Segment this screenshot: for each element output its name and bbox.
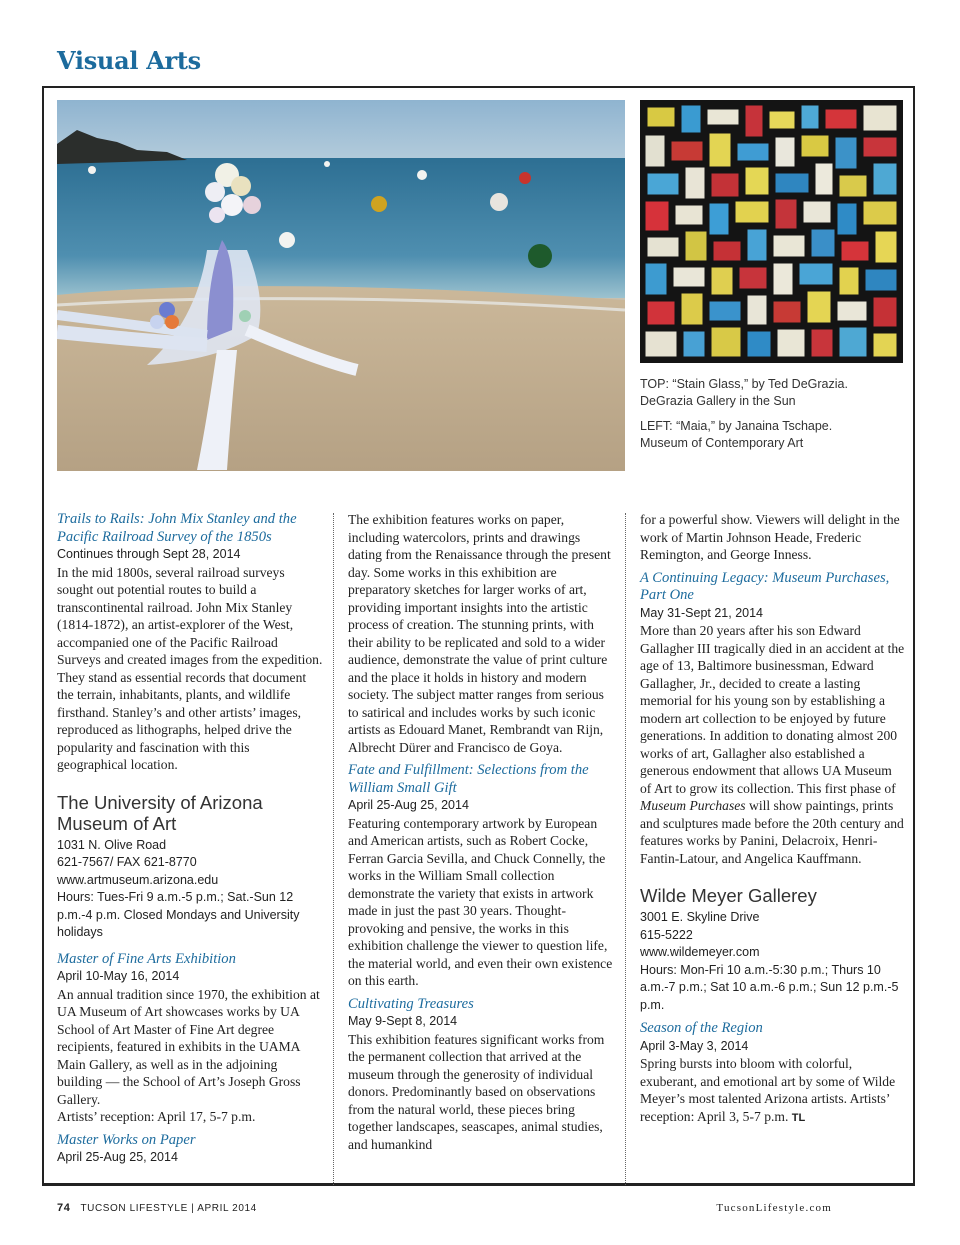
footer-website: TucsonLifestyle.com [716, 1202, 832, 1214]
event-date: April 25-Aug 25, 2014 [57, 1150, 178, 1164]
description-text: Spring bursts into bloom with colorful, exuberant, and emotional art by some of Wilde Meyer’s most talented Arizona artists. Artists’ reception: April 3, 5-7 p.m. [640, 1056, 896, 1124]
issue-date: APRIL 2014 [197, 1203, 257, 1214]
footer-divider: | [191, 1203, 195, 1214]
venue-phone: 621-7567/ FAX 621-8770 [57, 855, 197, 869]
column-3 [640, 511, 906, 1127]
event-description: This exhibition features significant works from the permanent collection that arrived at the museum through the generosity of individual donors. Predominantly based on observations from the natural world, these pieces bring together landscapes, seascapes, animal studies, and humankind [348, 1031, 605, 1152]
caption-left-line1: LEFT: “Maia,” by Janaina Tschape. [640, 419, 833, 433]
venue-website: www.artmuseum.arizona.edu [57, 872, 219, 887]
column-divider-2 [625, 513, 626, 1185]
caption-top [640, 376, 910, 410]
event-date: April 3-May 3, 2014 [640, 1038, 749, 1053]
section-title: Visual Arts [57, 46, 201, 75]
event-description [640, 622, 906, 867]
maia-photo [57, 100, 625, 471]
caption-top-line2: DeGrazia Gallery in the Sun [640, 394, 796, 408]
description-emphasis: Museum Purchases [640, 798, 746, 813]
event-description [640, 1055, 906, 1127]
page-number: 74 [57, 1202, 71, 1214]
event-date: April 10-May 16, 2014 [57, 969, 180, 983]
event-date: April 25-Aug 25, 2014 [348, 798, 469, 812]
event-description: Featuring contemporary artwork by European and American artists, such as Robert Cocke, Ferran Garcia Sevilla, and Chuck Connelly, the works in the William Small collection demonstrate the variety that exists in artwork made in just the past 30 years. Thought-provoking and pensive, the works in this exhibition challenge the viewer to question life, the material world, and even their own existence on this earth. [348, 815, 613, 988]
venue-name-ua-museum: The University of Arizona Museum of Art [57, 791, 263, 834]
event-title-season-of-region: Season of the Region [640, 1020, 763, 1036]
event-title-trails-to-rails: Trails to Rails: John Mix Stanley and the Pacific Railroad Survey of the 1850s [57, 511, 297, 545]
event-title-cultivating-treasures: Cultivating Treasures [348, 995, 474, 1012]
event-title-mfa-exhibition: Master of Fine Arts Exhibition [57, 950, 236, 967]
stained-glass-image [640, 100, 903, 363]
description-part-a: More than 20 years after his son Edward Gallagher III tragically died in an accident at the age of 13, Baltimore businessman, Edward Gallagher, Jr., decided to create a lasting memorial for his young son by establishing a modern art collection to be enjoyed by future generations. In addition to donating almost 200 works of art, Gallagher also established a generous endowment that allows UA Museum of Art to grow its collection. This first phase of [640, 623, 905, 796]
venue-hours: Hours: Tues-Fri 9 a.m.-5 p.m.; Sat.-Sun 12 p.m.-4 p.m. Closed Mondays and University holidays [57, 890, 300, 939]
venue-address: 3001 E. Skyline Drive [640, 910, 760, 924]
caption-left-line2: Museum of Contemporary Art [640, 436, 804, 450]
event-description: In the mid 1800s, several railroad surveys sought out potential routes to build a transcontinental railroad. John Mix Stanley (1814-1872), an artist-explorer of the West, accompanied one of the Pacific Railroad Surveys and created images from the expedition. They stand as essential records that document the terrain, inhabitants, plants, and wildlife firsthand. Stanley’s and other artists’ images, reproduced as lithographs, helped drive the popularity and fascination with this geographical location. [57, 564, 323, 772]
event-description-continued: for a powerful show. Viewers will delight in the work of Martin Johnson Heade, Frederic Remington, and George Inness. [640, 512, 900, 562]
stain-glass-photo [640, 100, 903, 363]
venue-phone: 615-5222 [640, 927, 693, 942]
event-title-master-works: Master Works on Paper [57, 1131, 196, 1148]
event-title-fate-and-fulfillment: Fate and Fulfillment: Selections from the William Small Gift [348, 762, 589, 796]
column-divider-1 [333, 513, 334, 1185]
event-date: May 31-Sept 21, 2014 [640, 605, 763, 620]
event-date: May 9-Sept 8, 2014 [348, 1014, 458, 1028]
description-part-b: will show paintings, prints and sculptures made before the 20th century and features works by Panini, Delacroix, Henri-Fantin-Latour, and Angelica Kauffmann. [640, 798, 904, 866]
caption-top-line1: TOP: “Stain Glass,” by Ted DeGrazia. [640, 377, 848, 391]
venue-website: www.wildemeyer.com [640, 945, 760, 959]
column-2 [348, 511, 614, 1153]
event-date: Continues through Sept 28, 2014 [57, 547, 241, 561]
event-title-continuing-legacy: A Continuing Legacy: Museum Purchases, Part One [640, 569, 890, 603]
beach-image [57, 100, 625, 471]
venue-hours: Hours: Mon-Fri 10 a.m.-5:30 p.m.; Thurs 10 a.m.-7 p.m.; Sat 10 a.m.-6 p.m.; Sun 12 p.m.-5 p.m. [640, 962, 899, 1012]
event-description: An annual tradition since 1970, the exhibition at UA Museum of Art showcases works by UA School of Art Master of Fine Art degree recipients, featured in exhibits in the UAMA Main Gallery, as well as in the adjoining building — the School of Art’s Joseph Gross Gallery. [57, 986, 320, 1107]
footer-folio [57, 1202, 257, 1214]
publication-name: TUCSON LIFESTYLE [80, 1203, 188, 1214]
venue-address: 1031 N. Olive Road [57, 837, 167, 852]
caption-left [640, 418, 910, 452]
event-description: The exhibition features works on paper, including watercolors, prints and drawings dating from the Renaissance through the present day. Some works in this exhibition are preparatory sketches for larger works of art, providing important insights into the artistic process of creation. The stunning prints, with their ability to be replicated and sold to a wider audience, demonstrate the value of print culture and the place it holds in history and modern society. The subject matter ranges from serious to satirical and includes works by such iconic artists as Edouard Manet, Rembrandt van Rijn, Albrecht Dürer and Francisco de Goya. [348, 512, 611, 755]
venue-name-wilde-meyer: Wilde Meyer Gallerey [640, 885, 817, 906]
end-mark: TL [791, 1111, 806, 1124]
event-reception: Artists’ reception: April 17, 5-7 p.m. [57, 1109, 256, 1124]
column-1 [57, 511, 323, 1167]
